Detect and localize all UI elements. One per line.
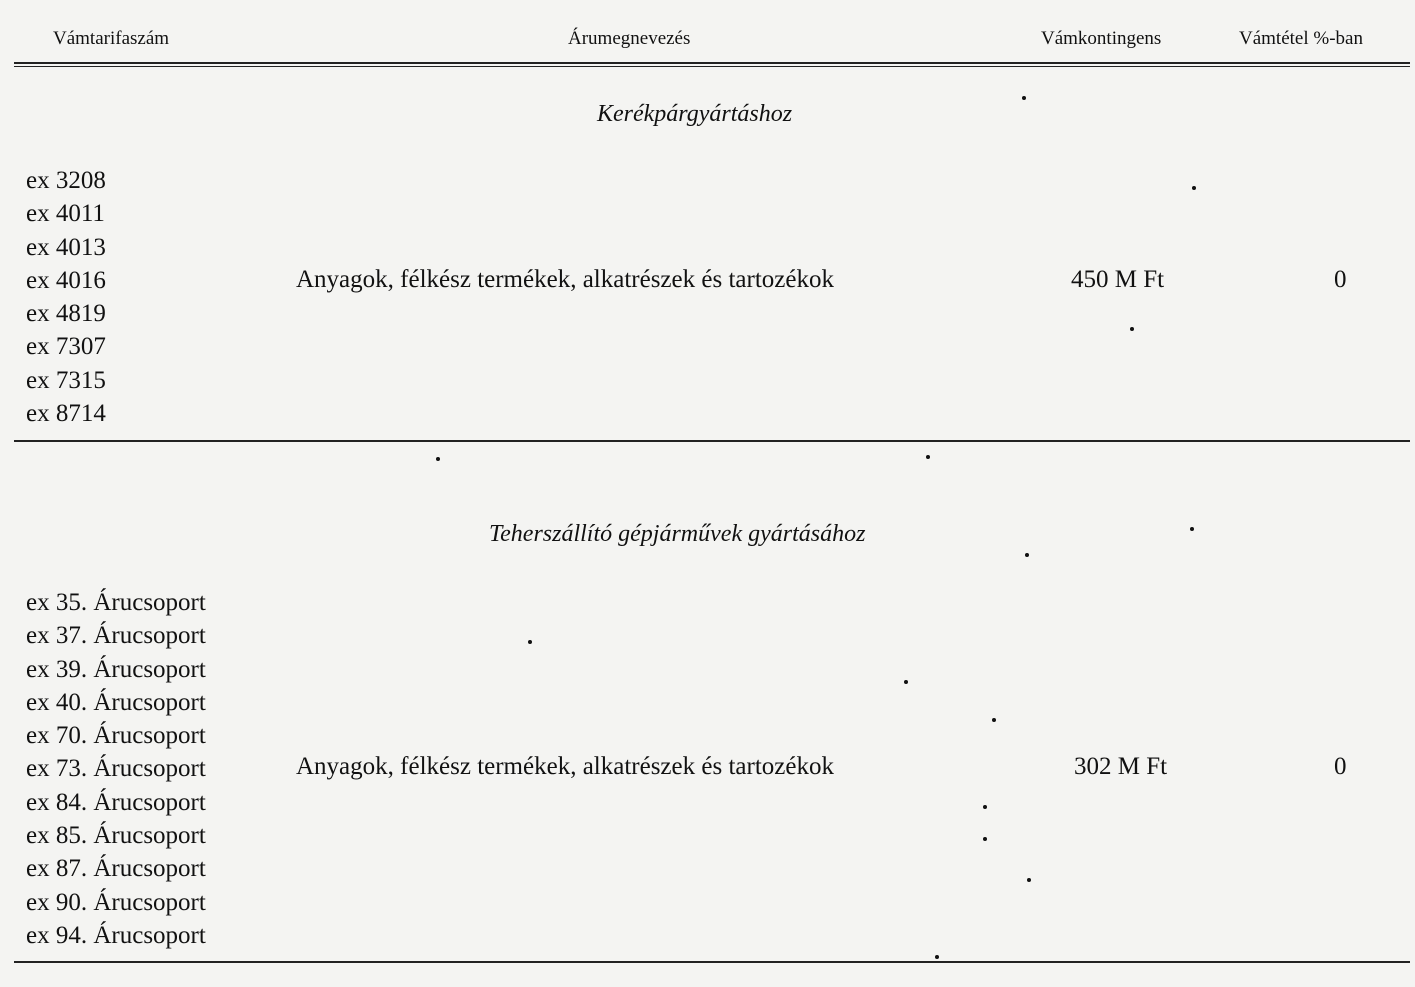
header-rate: Vámtétel %-ban — [1239, 28, 1363, 49]
section-quota-trucks: 302 M Ft — [1074, 753, 1168, 780]
header-quota: Vámkontingens — [1041, 28, 1162, 49]
section-divider — [14, 440, 1410, 442]
header-top-rule — [14, 62, 1410, 64]
section-description-bicycle: Anyagok, félkész termékek, alkatrészek és tartozékok — [296, 266, 834, 293]
tariff-code: ex 4011 — [26, 200, 105, 228]
section-title-trucks: Teherszállító gépjárművek gyártásához — [489, 521, 866, 547]
tariff-code: ex 87. Árucsoport — [26, 855, 206, 883]
tariff-code: ex 40. Árucsoport — [26, 688, 206, 716]
tariff-code: ex 4013 — [26, 233, 106, 261]
scan-speck — [528, 640, 532, 644]
header-description: Árumegnevezés — [568, 28, 691, 49]
header-code: Vámtarifaszám — [53, 28, 170, 49]
tariff-code: ex 3208 — [26, 167, 106, 194]
scan-speck — [935, 955, 939, 959]
tariff-code: ex 85. Árucsoport — [26, 822, 206, 850]
tariff-code: ex 8714 — [26, 400, 106, 428]
tariff-code: ex 70. Árucsoport — [26, 722, 206, 750]
section-rate-bicycle: 0 — [1334, 266, 1347, 293]
scan-speck — [1025, 553, 1029, 557]
tariff-code: ex 90. Árucsoport — [26, 888, 206, 916]
tariff-code: ex 7315 — [26, 366, 106, 394]
tariff-code: ex 4819 — [26, 300, 106, 328]
tariff-code: ex 37. Árucsoport — [26, 622, 206, 650]
section-codes-trucks — [26, 586, 206, 952]
scan-speck — [436, 457, 440, 461]
scan-speck — [983, 837, 987, 841]
scan-speck — [904, 680, 908, 684]
tariff-code: ex 73. Árucsoport — [26, 755, 206, 783]
section-title-bicycle: Kerékpárgyártáshoz — [597, 101, 793, 127]
scan-speck — [926, 455, 930, 459]
tariff-code: ex 4016 — [26, 266, 106, 294]
tariff-code: ex 84. Árucsoport — [26, 788, 206, 816]
scan-speck — [992, 718, 996, 722]
scan-speck — [1190, 527, 1194, 531]
header-bottom-rule — [14, 66, 1410, 67]
section-description-trucks: Anyagok, félkész termékek, alkatrészek és tartozékok — [296, 753, 834, 780]
scan-speck — [1022, 96, 1026, 100]
scan-speck — [1130, 327, 1134, 331]
scan-speck — [983, 805, 987, 809]
section-codes-bicycle — [26, 164, 106, 430]
tariff-code: ex 94. Árucsoport — [26, 921, 206, 949]
section-quota-bicycle: 450 M Ft — [1071, 266, 1165, 293]
tariff-code: ex 35. Árucsoport — [26, 589, 206, 616]
table-bottom-rule — [14, 961, 1410, 963]
tariff-code: ex 7307 — [26, 333, 106, 361]
tariff-code: ex 39. Árucsoport — [26, 655, 206, 683]
section-rate-trucks: 0 — [1334, 753, 1347, 780]
scan-speck — [1192, 186, 1196, 190]
scan-speck — [1027, 878, 1031, 882]
